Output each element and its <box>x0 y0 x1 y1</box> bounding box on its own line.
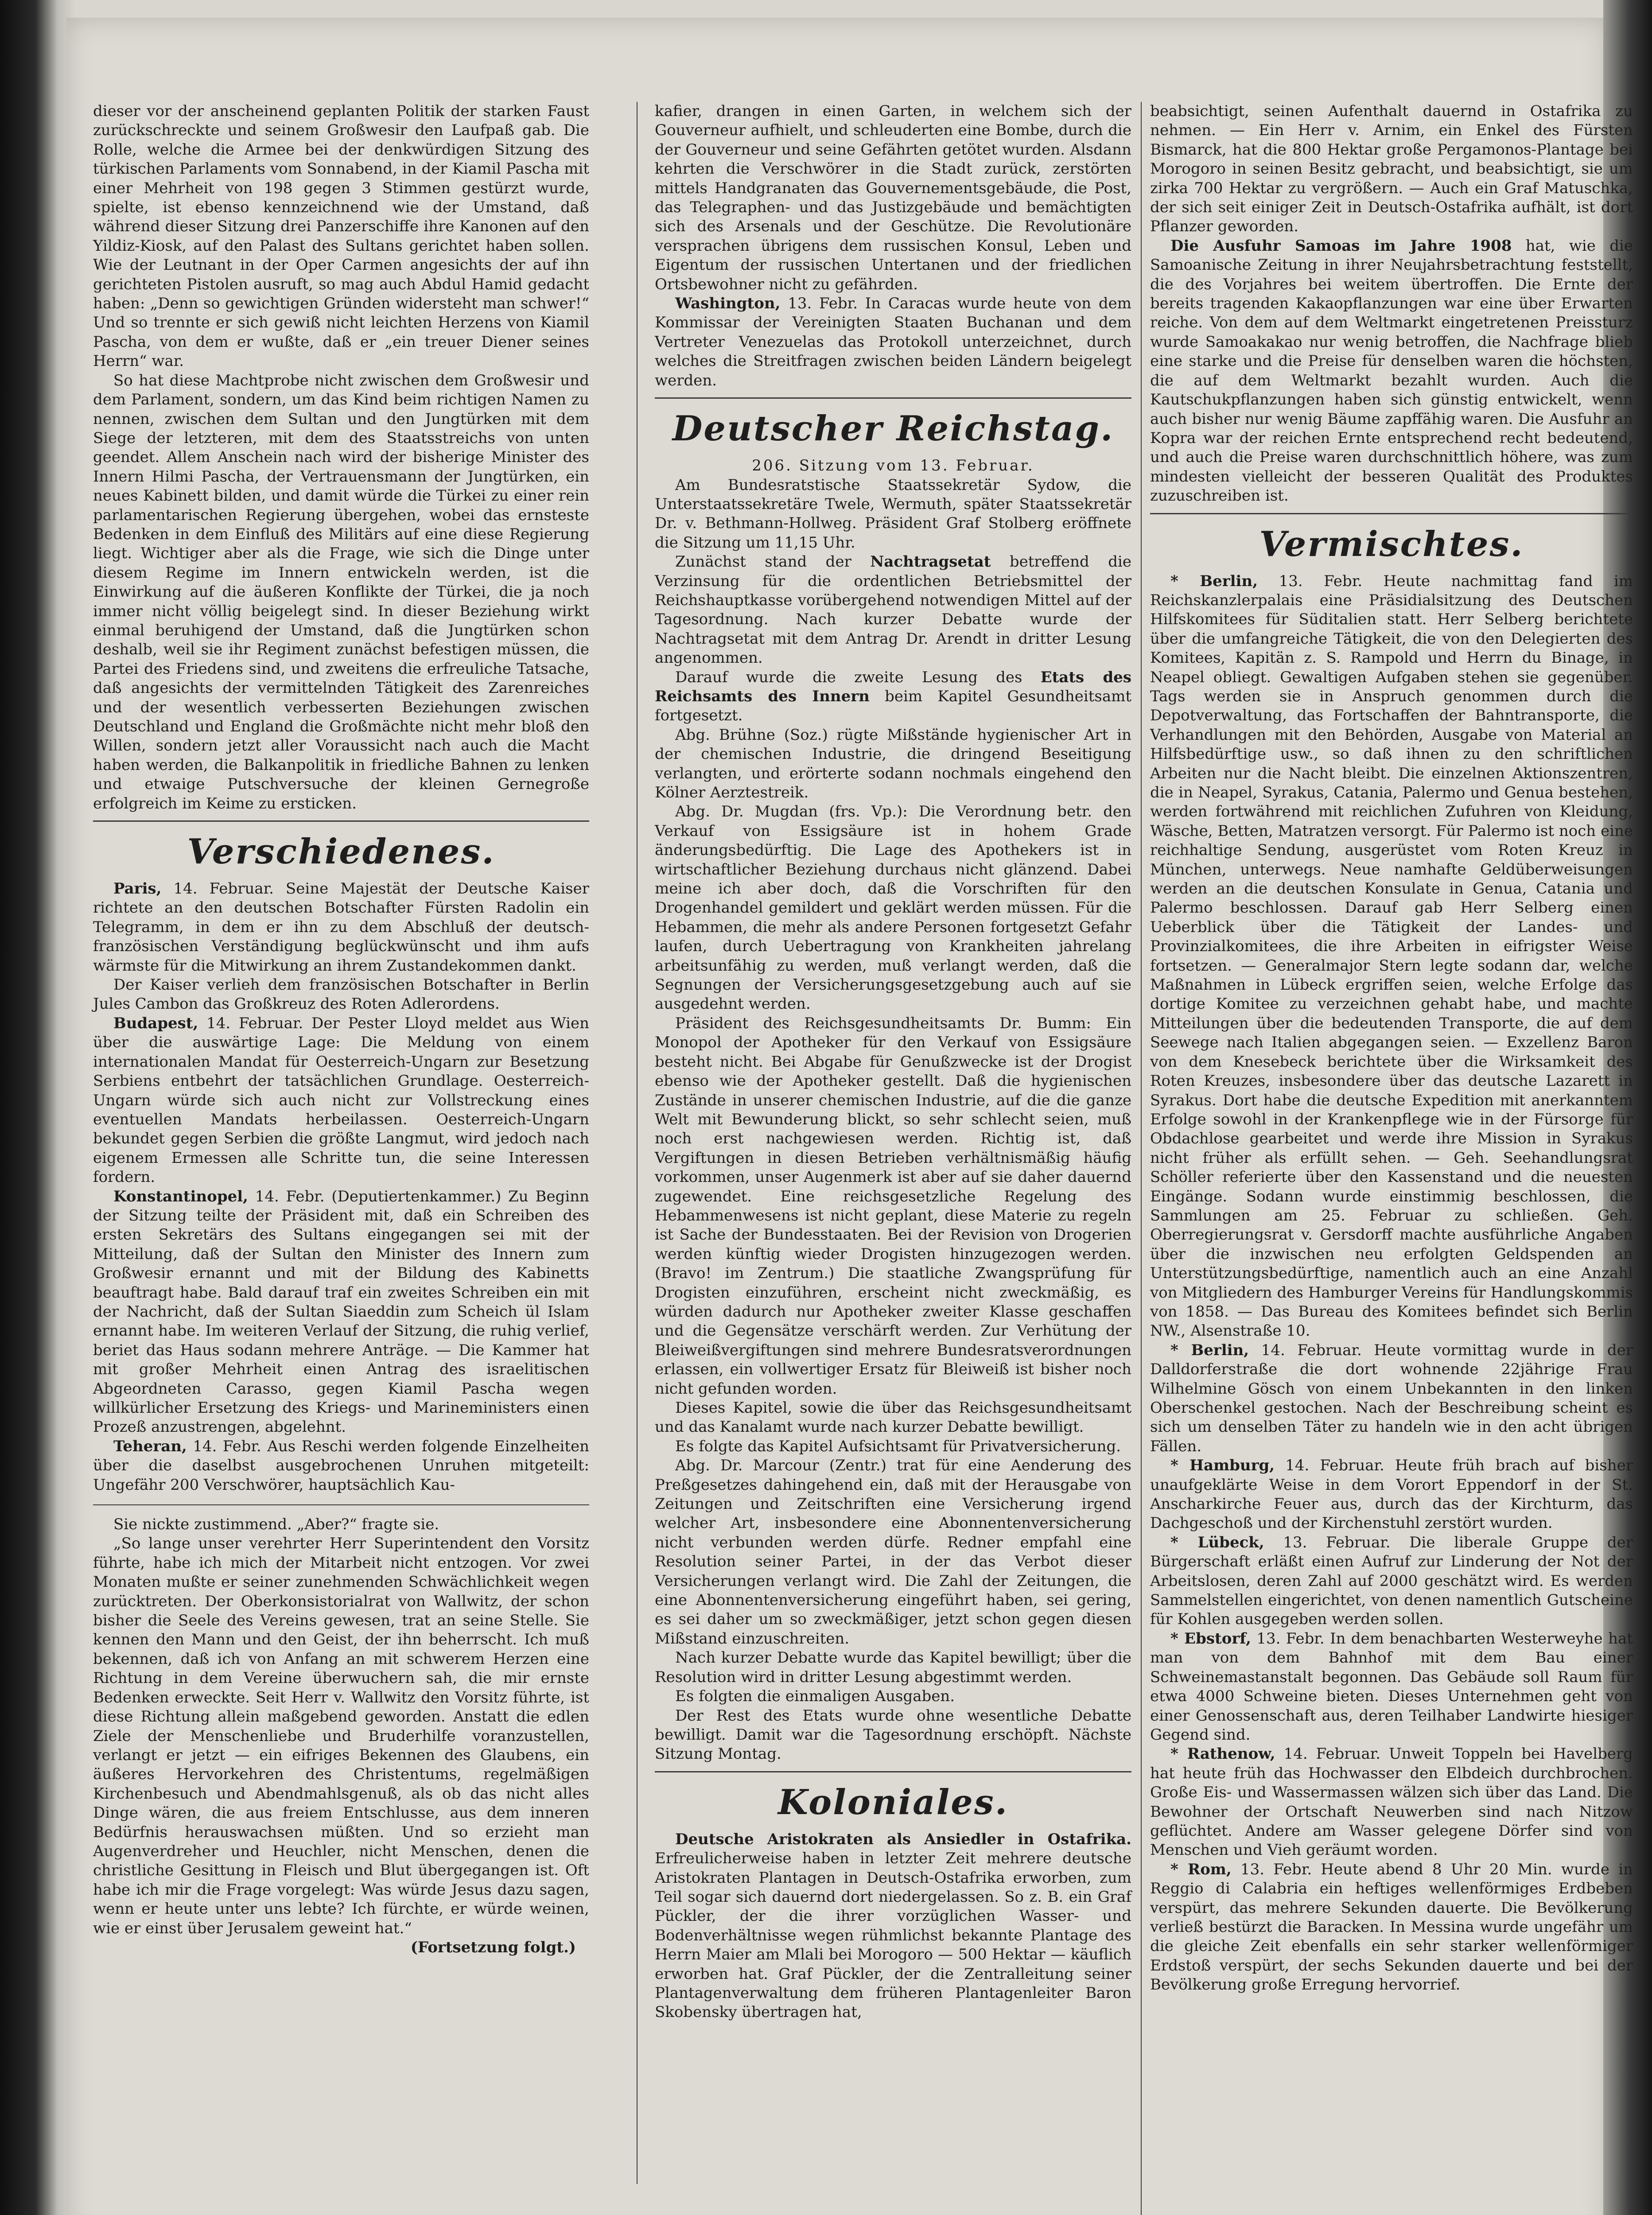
column-2 <box>655 102 1131 2022</box>
dateline: * Berlin, <box>1170 1341 1249 1359</box>
article-paragraph: So hat diese Machtprobe nicht zwischen dem Großwesir und dem Parlament, sondern, um das Kind beim richtigen Namen zu nennen, zwischen dem Sultan und den Jungtürken mit dem Siege der letzteren, mit dem des Staatsstreichs von unten geendet. Allem Anschein nach wird der bisherige Minister des Innern Hilmi Pascha, der Vertrauensmann der Jungtürken, ein neues Kabinett bilden, und damit würde die Türkei zu einer rein parlamentarischen Regierung übergehen, wobei das ernsteste Bedenken in dem Einfluß des Militärs auf eine diese Regierung liegt. Wichtiger aber als die Frage, wie sich die Dinge unter diesem Regime im Innern entwickeln werden, ist die Einwirkung auf die äußeren Konflikte der Türkei, die ja noch immer nicht völlig beigelegt sind. In dieser Beziehung wirkt einmal beruhigend der Umstand, daß die Jungtürken schon deshalb, weil sie ihr Regiment zunächst befestigen müssen, die Partei des Friedens sind, und zweitens die erfreuliche Tatsache, daß angesichts der vermittelnden Tätigkeit des Zarenreiches und der wesentlich verbesserten Beziehungen zwischen Deutschland und England die Großmächte nicht mehr bloß den Willen, sondern jetzt aller Voraussicht nach auch die Macht haben werden, die Balkanpolitik in friedliche Bahnen zu lenken und etwaige Putschversuche der kleinen Gernegroße erfolgreich im Keime zu ersticken. <box>93 371 589 812</box>
news-item-luebeck: * Lübeck, 13. Februar. Die liberale Gruppe der Bürgerschaft erläßt einen Aufruf zur Linderung der Not der Arbeitslosen, deren Zahl auf 2000 geschätzt wird. Es werden Sammelstellen eingerichtet, von denen namentlich Gutscheine für Kohlen ausgegeben werden sollen. <box>1150 1533 1633 1628</box>
column-rule-2 <box>1141 102 1142 2215</box>
dateline: * Hamburg, <box>1170 1457 1275 1475</box>
report-paragraph: Zunächst stand der Nachtragsetat betreffend die Verzinsung für die ordentlichen Betriebsmittel der Reichshauptkasse vorübergehend notwendigen Mittel auf der Tagesordnung. Nach kurzer Debatte wurde der Nachtragsetat mit dem Antrag Dr. Arendt in dritter Lesung angenommen. <box>655 553 1131 667</box>
report-paragraph: Es folgten die einmaligen Ausgaben. <box>675 1687 955 1706</box>
news-item-ebstorf: * Ebstorf, 13. Febr. In dem benachbarten Westerweyhe hat man von dem Bahnhof mit dem Bau einer Schweinemastanstalt begonnen. Das Gebäude soll Raum für etwa 4000 Schweine bieten. Dieses Unternehmen geht von einer Genossenschaft aus, deren Teilhaber Landwirte hiesiger Gegend sind. <box>1150 1629 1633 1744</box>
divider <box>655 1771 1131 1772</box>
news-item-budapest: Budapest, 14. Februar. Der Pester Lloyd meldet aus Wien über die auswärtige Lage: Die Meldung von einem internationalen Mandat für Oesterreich-Ungarn zur Besetzung Serbiens entbehrt der tatsächlichen Grundlage. Oesterreich-Ungarn würde sich auch nicht zur Vollstreckung eines eventuellen Mandats herbeilassen. Oesterreich-Ungarn bekundet gegen Serbien die größte Langmut, wird jedoch nach eigenem Ermessen alle Schritte tun, die seine Interessen fordern. <box>93 1014 589 1186</box>
report-paragraph: Darauf wurde die zweite Lesung des Etats des Reichsamts des Innern beim Kapitel Gesundheitsamt fortgesetzt. <box>655 668 1131 725</box>
dateline: Washington, <box>675 295 781 313</box>
news-item-rathenow: * Rathenow, 14. Februar. Unweit Toppeln bei Havelberg hat heute früh das Hochwasser den Elbdeich durchbrochen. Große Eis- und Wassermassen wälzen sich über das Land. Die Bewohner der Ortschaft Neuwerben sind nach Nitzow geflüchtet. Andere am Wasser gelegene Dörfer sind von Menschen und Vieh geräumt worden. <box>1150 1745 1633 1859</box>
report-paragraph: Abg. Brühne (Soz.) rügte Mißstände hygienischer Art in der chemischen Industrie, die dringend Beseitigung verlangten, und erörterte sodann nochmals eingehend den Kölner Aerztestreik. <box>655 726 1131 801</box>
news-item-washington: Washington, 13. Febr. In Caracas wurde heute von dem Kommissar der Vereinigten Staaten Buchanan und dem Vertreter Venezuelas das Protokoll unterzeichnet, durch welches die Streitfragen zwischen beiden Ländern beigelegt werden. <box>655 295 1131 389</box>
article-paragraph: beabsichtigt, seinen Aufenthalt dauernd in Ostafrika zu nehmen. — Ein Herr v. Arnim, ein Enkel des Fürsten Bismarck, hat die 800 Hektar große Pergamonos-Plantage bei Morogoro in seinen Besitz gebracht, und beabsichtigt, sie um zirka 700 Hektar zu vergrößern. — Auch ein Graf Matuschka, der sich seit einiger Zeit in Deutsch-Ostafrika aufhält, ist dort Pflanzer geworden. <box>1150 102 1633 236</box>
news-item-samoa: Die Ausfuhr Samoas im Jahre 1908 hat, wie die Samoanische Zeitung in ihrer Neujahrsbetrachtung feststellt, die des Vorjahres bei weitem übertroffen. Die Ernte der bereits tragenden Kakaopflanzungen war eine über Erwarten reiche. Von dem auf dem Weltmarkt eingetretenen Preissturz wurde Samoakakao nur wenig betroffen, die Nachfrage blieb eine starke und die Preise für denselben waren die höchsten, die auf dem Weltmarkt bezahlt wurden. Auch die Kautschukpflanzungen haben sich günstig entwickelt, wenn auch bisher nur wenig Bäume zapffähig waren. Die Ausfuhr an Kopra war der reichen Ernte entsprechend recht bedeutend, und auch die Preise waren durchschnittlich höhere, was zum mindesten vielleicht der besseren Qualität des Produktes zuzuschreiben ist. <box>1150 237 1633 505</box>
news-item-ostafrika: Deutsche Aristokraten als Ansiedler in Ostafrika. Erfreulicherweise haben in letzter Zeit mehrere deutsche Aristokraten Plantagen in Deutsch-Ostafrika erworben, zum Teil sogar sich dauernd dort niedergelassen. So z. B. ein Graf Pückler, der die ihrer vorzüglichen Wasser- und Bodenverhältnisse wegen rühmlichst bekannte Plantage des Herrn Maier am Mlali bei Morogoro — 500 Hektar — käuflich erworben hat. Graf Pückler, der die Zentralleitung seiner Plantagenverwaltung dem früheren Plantagenleiter Baron Skobensky übertragen hat, <box>655 1830 1131 2021</box>
section-heading-reichstag: Deutscher Reichstag. <box>672 408 1114 449</box>
column-1 <box>93 102 589 1957</box>
report-paragraph: Am Bundesratstische Staatssekretär Sydow, die Unterstaatssekretäre Twele, Wermuth, später Staatssekretär Dr. v. Bethmann-Hollweg. Präsident Graf Stolberg eröffnete die Sitzung um 11,15 Uhr. <box>655 476 1131 552</box>
dateline: * Rathenow, <box>1170 1745 1275 1763</box>
divider <box>655 397 1131 399</box>
dateline: Paris, <box>113 880 162 898</box>
report-paragraph: Abg. Dr. Mugdan (frs. Vp.): Die Verordnung betr. den Verkauf von Essigsäure ist in hohem Grade änderungsbedürftig. Die Lage des Apothekers ist in wirtschaftlicher Beziehung durchaus nicht glänzend. Dabei meine ich aber doch, daß die Vorschriften für den Drogenhandel gemildert und geklärt werden müssen. Für die Hebammen, die mehr als andere Personen fortgesetzt Gefahr laufen, durch Uebertragung von Krankheiten jahrelang arbeitsunfähig zu werden, muß verlangt werden, daß die Segnungen der Versicherungsgesetzgebung auch auf sie ausgedehnt werden. <box>655 803 1131 1013</box>
feuilleton-paragraph: „So lange unser verehrter Herr Superintendent den Vorsitz führte, habe ich mich der Mitarbeit nicht entzogen. Vor zwei Monaten mußte er seiner zunehmenden Schwächlichkeit wegen zurücktreten. Der Oberkonsistorialrat von Wallwitz, der schon bisher die Seele des Vereins gewesen, trat an seine Stelle. Sie kennen den Mann und den Geist, der ihn beherrscht. Ich muß bekennen, daß ich von Anfang an mit schwerem Herzen eine Richtung in dem Vereine überwuchern sah, die mir ernste Bedenken erweckte. Seit Herr v. Wallwitz den Vorsitz führte, ist diese Richtung allein maßgebend geworden. Anstatt die edlen Ziele der Menschenliebe und Bruderhilfe voranzustellen, verlangt er jetzt — ein eifriges Bekennen des Glaubens, ein äußeres Hervorkehren des Christentums, regelmäßigen Kirchenbesuch und Abendmahlsgenuß, als ob das nicht alles Dinge wären, die aus freiem Entschlusse, aus dem inneren Bedürfnis herauswachsen müßten. Und so erzieht man Augenverdreher und Heuchler, nicht Menschen, denen die christliche Gesittung in Fleisch und Blut übergegangen ist. Oft habe ich mir die Frage vorgelegt: Was würde Jesus dazu sagen, wenn er heute unter uns lebte? Ich fürchte, er würde weinen, wie er einst über Jerusalem geweint hat.“ <box>93 1535 589 1937</box>
item-heading: Die Ausfuhr Samoas im Jahre 1908 <box>1170 237 1512 255</box>
news-item-hamburg: * Hamburg, 14. Februar. Heute früh brach auf bisher unaufgeklärte Weise in dem Vorort Eppendorf in der St. Anscharkirche Feuer aus, durch das der Kirchturm, das Dachgeschoß und der Kirchenstuhl zerstört wurden. <box>1150 1457 1633 1532</box>
news-item-rom: * Rom, 13. Febr. Heute abend 8 Uhr 20 Min. wurde in Reggio di Calabria ein heftiges wellenförmiges Erdbeben verspürt, das mehrere Sekunden dauerte. Die Bevölkerung verließ bestürzt die Baracken. In Messina wurde ungefähr um die gleiche Zeit ebenfalls ein sehr starker wellenförmiger Erdstoß verspürt, der sechs Sekunden dauerte und bei der Bevölkerung große Erregung hervorrief. <box>1150 1860 1633 1994</box>
divider <box>1150 513 1633 514</box>
news-item-berlin: * Berlin, 13. Febr. Heute nachmittag fand im Reichskanzlerpalais eine Präsidialsitzung des Deutschen Hilfskomitees für Süditalien statt. Herr Selberg berichtete über die umfangreiche Tätigkeit, die von den Delegierten des Komitees, Kapitän z. S. Rampold und Herrn du Binage, in Neapel obliegt. Gewaltigen Aufgaben stehen sie gegenüber. Tags werden sie in Anspruch genommen durch die Depotverwaltung, das Fortschaffen der Bahntransporte, die Verhandlungen mit den Behörden, Ausgabe von Material an Hilfsbedürftige usw., so daß ihnen zu den schriftlichen Arbeiten nur die Nacht bleibt. Die einzelnen Aktionszentren, die in Neapel, Syrakus, Catania, Palermo und Genua bestehen, werden fortwährend mit reichlichen Zufuhren von Kleidung, Wäsche, Betten, Matratzen versorgt. Für Palermo ist noch eine reichhaltige Sendung, ausgerüstet vom Roten Kreuz in München, unterwegs. Neue namhafte Geldüberweisungen werden an die deutschen Konsulate in Genua, Catania und Palermo beschlossen. Darauf gab Herr Selberg einen Ueberblick über die Tätigkeit der Landes- und Provinzialkomitees, die ihre Arbeiten in eifrigster Weise fortsetzen. — Generalmajor Stern legte sodann dar, welche Maßnahmen in Lübeck ergriffen seien, welche Erfolge das dortige Komitee zu verzeichnen gehabt habe, und machte Mitteilungen über die bedeutenden Transporte, die auf dem Seewege nach Italien abgegangen seien. — Exzellenz Baron von dem Knesebeck berichtete über die Wirksamkeit des Roten Kreuzes, insbesondere über das deutsche Lazarett in Syrakus. Dort habe die deutsche Expedition mit anerkanntem Erfolge sowohl in der Krankenpflege wie in der Fürsorge für Obdachlose gearbeitet und werde ihre Mission in Syrakus nicht früher als erfüllt sehen. — Geh. Seehandlungsrat Schöller referierte über den Kassenstand und die neuesten Eingänge. Sodann wurde einstimmig beschlossen, die Sammlungen am 25. Februar zu schließen. Geh. Oberregierungsrat v. Gersdorff machte ausführliche Angaben über die inzwischen neu erfolgten Geldspenden an Unterstützungsbedürftige, namentlich auch an eine Anzahl von Mitgliedern des Hamburger Vereins für Handlungskommis von 1858. — Das Bureau des Komitees befindet sich Berlin NW., Alsenstraße 10. <box>1150 572 1633 1340</box>
report-paragraph: Der Rest des Etats wurde ohne wesentliche Debatte bewilligt. Damit war die Tagesordnung erschöpft. Nächste Sitzung Montag. <box>655 1706 1131 1763</box>
news-item-berlin-2: * Berlin, 14. Februar. Heute vormittag wurde in der Dalldorferstraße die dort wohnende 22jährige Frau Wilhelmine Gösch von einem Unbekannten in den linken Oberschenkel gestochen. Nach der Beschreibung scheint es sich um denselben Täter zu handeln wie in den acht übrigen Fällen. <box>1150 1341 1633 1455</box>
report-paragraph: Es folgte das Kapitel Aufsichtsamt für Privatversicherung. <box>675 1437 1121 1455</box>
continuation-note: (Fortsetzung folgt.) <box>410 1938 576 1956</box>
article-paragraph: kafier, drangen in einen Garten, in welchem sich der Gouverneur aufhielt, und schleuderten eine Bombe, durch die der Gouverneur und seine Gefährten getötet wurden. Alsdann kehrten die Verschwörer in die Stadt zurück, zerstörten mittels Handgranaten das Gouvernementsgebäude, die Post, das Telegraphen- und das Justizgebäude und bemächtigten sich des Arsenals und der Geschütze. Die Revolutionäre versprachen übrigens dem russischen Konsul, Leben und Eigentum der russischen Untertanen und der friedlichen Ortsbewohner nicht zu gefährden. <box>655 102 1131 293</box>
column-3 <box>1150 102 1633 1995</box>
feuilleton-divider <box>93 1504 589 1505</box>
section-heading-vermischtes: Vermischtes. <box>1259 524 1524 564</box>
report-paragraph: Nach kurzer Debatte wurde das Kapitel bewilligt; über die Resolution wird in dritter Lesung abgestimmt werden. <box>655 1649 1131 1686</box>
news-item-teheran: Teheran, 14. Febr. Aus Reschi werden folgende Einzelheiten über die daselbst ausgebrochenen Unruhen mitgeteilt: Ungefähr 200 Verschwörer, hauptsächlich Kau- <box>93 1437 589 1494</box>
dateline: * Ebstorf, <box>1170 1629 1252 1648</box>
article-paragraph: dieser vor der anscheinend geplanten Politik der starken Faust zurückschreckte und seinem Großwesir den Laufpaß gab. Die Rolle, welche die Armee bei der denkwürdigen Sitzung des türkischen Parlaments vom Sonnabend, in der Kiamil Pascha mit einer Mehrheit von 198 gegen 3 Stimmen gestürzt wurde, spielte, ist ebenso kennzeichnend wie der Umstand, daß während dieser Sitzung drei Panzerschiffe ihre Kanonen auf den Yildiz-Kiosk, auf den Palast des Sultans gerichtet haben sollen. Wie der Leutnant in der Oper Carmen angesichts der auf ihn gerichteten Pistolen ausruft, so mag auch Abdul Hamid gedacht haben: „Denn so gewichtigen Gründen widersteht man schwer!“ Und so trennte er sich gewiß nicht leichten Herzens von Kiamil Pascha, von dem er wußte, daß er „ein treuer Diener seines Herrn“ war. <box>93 102 589 370</box>
section-heading-koloniales: Koloniales. <box>778 1782 1008 1823</box>
item-heading: Deutsche Aristokraten als Ansiedler in Ostafrika. <box>675 1830 1131 1848</box>
dateline: * Berlin, <box>1170 572 1258 590</box>
dateline: Budapest, <box>113 1014 198 1032</box>
divider <box>93 820 589 822</box>
report-paragraph: Abg. Dr. Marcour (Zentr.) trat für eine Aenderung des Preßgesetzes dahingehend ein, daß mit der Herausgabe von Zeitungen und Zeitschriften eine Versicherung irgend welcher Art, insbesondere eine Abonnentenversicherung nicht verbunden werden dürfe. Redner empfahl eine Resolution seiner Partei, in der das Verbot dieser Versicherungen verlangt wird. Die Zahl der Zeitungen, die eine Abonnentenversicherung eingeführt haben, sei gering, es sei daher um so zweckmäßiger, jetzt schon gegen diesen Mißstand einzuschreiten. <box>655 1457 1131 1648</box>
dateline: Konstantinopel, <box>113 1187 248 1205</box>
news-item-paris-2: Der Kaiser verlieh dem französischen Botschafter in Berlin Jules Cambon das Großkreuz des Roten Adlerordens. <box>93 976 589 1013</box>
feuilleton-paragraph: Sie nickte zustimmend. „Aber?“ fragte sie. <box>113 1516 439 1534</box>
section-heading-verschiedenes: Verschiedenes. <box>187 832 495 872</box>
report-paragraph: Präsident des Reichsgesundheitsamts Dr. Bumm: Ein Monopol der Apotheker für den Verkauf von Essigsäure besteht nicht. Bei Abgabe für Genußzwecke ist der Drogist ebenso wie der Apotheker gestellt. Daß die hygienischen Zustände in unserer chemischen Industrie, auf die die ganze Welt mit Bewunderung blickt, so sehr schlecht seien, muß noch erst nachgewiesen werden. Richtig ist, daß Vergiftungen in diesen Betrieben verhältnismäßig häufig vorkommen, unser Augenmerk ist aber auf sie daher dauernd zugewendet. Eine reichsgesetzliche Regelung des Hebammenwesens ist nicht geplant, diese Materie zu regeln ist Sache der Bundesstaaten. Bei der Revision von Drogerien werden künftig wieder Drogisten hinzugezogen werden. (Bravo! im Zentrum.) Die staatliche Zwangsprüfung für Drogisten einzuführen, erscheint nicht zweckmäßig, es würden dadurch nur Apotheker zweiter Klasse geschaffen und die Gegensätze verschärft werden. Zur Verhütung der Bleiweißvergiftungen sind mehrere Bundesratsverordnungen erlassen, ein vollwertiger Ersatz für Bleiweiß ist bisher noch nicht gefunden worden. <box>655 1014 1131 1398</box>
dateline: * Rom, <box>1170 1860 1232 1878</box>
session-subheading: 206. Sitzung vom 13. Februar. <box>752 457 1034 475</box>
news-item-konstantinopel: Konstantinopel, 14. Febr. (Deputiertenkammer.) Zu Beginn der Sitzung teilte der Präsident mit, daß ein Schreiben des ersten Sekretärs des Sultans eingegangen sei mit der Mitteilung, daß der Sultan den Minister des Innern zum Großwesir ernannt und mit der Bildung des Kabinetts beauftragt habe. Bald darauf traf ein zweites Schreiben ein mit der Nachricht, daß der Sultan Siaeddin zum Scheich ül Islam ernannt habe. Im weiteren Verlauf der Sitzung, die ruhig verlief, beriet das Haus sodann mehrere Anträge. — Die Kammer hat mit großer Mehrheit einen Antrag des israelitischen Abgeordneten Carasso, gegen Kiamil Pascha wegen willkürlicher Ersetzung des Kriegs- und Marineministers einen Prozeß anzustrengen, abgelehnt. <box>93 1187 589 1436</box>
report-paragraph: Dieses Kapitel, sowie die über das Reichsgesundheitsamt und das Kanalamt wurde nach kurzer Debatte bewilligt. <box>655 1399 1131 1436</box>
dateline: * Lübeck, <box>1170 1533 1264 1551</box>
dateline: Teheran, <box>113 1437 187 1455</box>
news-item-paris: Paris, 14. Februar. Seine Majestät der Deutsche Kaiser richtete an den deutschen Botschafter Fürsten Radolin ein Telegramm, in dem er ihn zu dem Abschluß der deutsch-französischen Verständigung beglückwünscht und ihm aufs wärmste für die Mitwirkung an ihrem Zustandekommen dankt. <box>93 880 589 975</box>
